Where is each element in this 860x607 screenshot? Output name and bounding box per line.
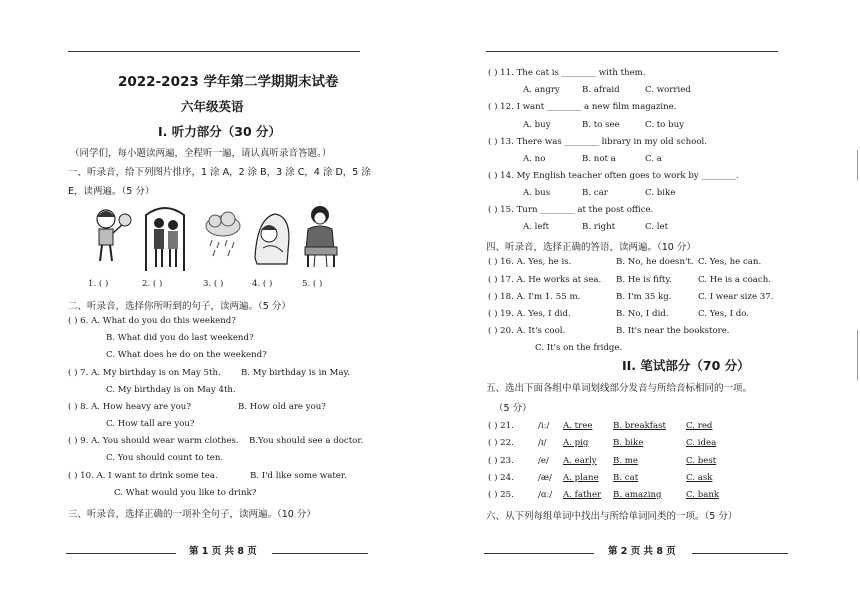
question-11-option-b[interactable]: B. afraid [582,85,620,95]
question-16-option-b[interactable]: B. No, he doesn't. [616,257,694,267]
question-19-option-b[interactable]: B. No, I did. [616,309,669,319]
footer-rule-right [692,553,788,554]
question-11-option-a[interactable]: A. angry [523,85,560,95]
footer-rule-right [272,553,368,554]
question-24-option-b[interactable]: B. cat [613,473,639,483]
question-18-option-c[interactable]: C. I wear size 37. [698,292,774,302]
question-21-number[interactable]: ( ) 21. [488,421,514,431]
question-15-option-b[interactable]: B. right [582,222,616,232]
part4-instruction: 四、听录音，选择正确的答语，读两遍。（10 分） [486,242,696,253]
question-17-option-b[interactable]: B. He is fifty. [616,275,672,285]
exam-title: 2022-2023 学年第二学期期末试卷 [118,74,339,90]
question-11[interactable]: ( ) 11. The cat is ________ with them. [488,68,646,78]
question-25-option-c[interactable]: C. bank [686,490,720,500]
question-24-phonetic: /æ/ [538,473,552,483]
question-23-phonetic: /e/ [538,456,549,466]
question-23-option-a[interactable]: A. early [563,456,597,466]
picture-sick-child-bed [251,208,293,266]
question-6-option-b[interactable]: B. What did you do last weekend? [106,333,254,343]
question-21-option-b[interactable]: B. breakfast [613,421,666,431]
question-7-option-b[interactable]: B. My birthday is in May. [241,368,350,378]
picture-girl-tennis [88,205,132,267]
page-number: 第 2 页 共 8 页 [608,546,676,557]
question-13[interactable]: ( ) 13. There was ________ library in my old school. [488,137,707,147]
question-16-option-a[interactable]: ( ) 16. A. Yes, he is. [488,257,572,267]
question-6-option-a[interactable]: ( ) 6. A. What do you do this weekend? [68,316,236,326]
picture-two-people-door [142,205,188,271]
question-16-option-c[interactable]: C. Yes, he can. [698,257,762,267]
picture-woman-chair [300,201,342,269]
question-9-option-a[interactable]: ( ) 9. A. You should wear warm clothes. [68,436,239,446]
part2-instruction: 二、听录音，选择你所听到的句子，读两遍。（5 分） [68,301,291,312]
question-13-option-b[interactable]: B. not a [582,154,616,164]
question-14-option-b[interactable]: B. car [582,188,608,198]
question-10-option-b[interactable]: B. I'd like some water. [250,471,347,481]
question-12[interactable]: ( ) 12. I want ________ a new film magazine. [488,102,677,112]
question-17-option-c[interactable]: C. He is a coach. [698,275,771,285]
picture-answer-3[interactable]: 3. ( ) [203,279,224,289]
question-23-option-c[interactable]: C. best [686,456,717,466]
question-10-option-a[interactable]: ( ) 10. A. I want to drink some tea. [68,471,218,481]
question-25-phonetic: /ɑː/ [538,490,553,500]
question-22-phonetic: /ɪ/ [538,438,547,448]
question-6-option-c[interactable]: C. What does he do on the weekend? [106,350,267,360]
question-13-option-c[interactable]: C. a [645,154,662,164]
question-11-option-c[interactable]: C. worried [645,85,691,95]
question-18-option-b[interactable]: B. I'm 35 kg. [616,292,672,302]
question-13-option-a[interactable]: A. no [523,154,546,164]
question-24-option-c[interactable]: C. ask [686,473,713,483]
question-8-option-c[interactable]: C. How tall are you? [106,419,195,429]
part6-instruction: 六、从下列每组单词中找出与所给单词同类的一项。（5 分） [486,511,738,522]
question-8-option-b[interactable]: B. How old are you? [238,402,326,412]
part1-instruction-cont: E，读两遍。（5 分） [68,186,155,197]
exam-page-2 [430,0,860,607]
header-rule [486,51,778,52]
question-19-option-a[interactable]: ( ) 19. A. Yes, I did. [488,309,571,319]
question-21-option-a[interactable]: A. tree [563,421,593,431]
part5-instruction: 五、选出下面各组中单词划线部分发音与所给音标相同的一项。 [486,383,753,394]
question-14-option-a[interactable]: A. bus [523,188,551,198]
scan-edge-mark [857,330,858,380]
question-15[interactable]: ( ) 15. Turn ________ at the post office. [488,205,654,215]
instruction-note: （同学们，每小题读两遍，全程听一遍，请认真听录音答题。） [70,148,332,159]
question-7-option-a[interactable]: ( ) 7. A. My birthday is on May 5th. [68,368,221,378]
question-14[interactable]: ( ) 14. My English teacher often goes to work by ________. [488,171,739,181]
part5-instruction-cont: （5 分） [494,403,532,414]
picture-rain-cloud [203,210,243,260]
question-20-option-c[interactable]: C. It's on the fridge. [535,343,623,353]
question-22-number[interactable]: ( ) 22. [488,438,514,448]
question-23-option-b[interactable]: B. me [613,456,639,466]
question-15-option-c[interactable]: C. let [645,222,669,232]
question-7-option-c[interactable]: C. My birthday is on May 4th. [106,385,236,395]
question-22-option-b[interactable]: B. bike [613,438,644,448]
page-number: 第 1 页 共 8 页 [189,546,257,557]
picture-answer-1[interactable]: 1. ( ) [88,279,109,289]
question-22-option-a[interactable]: A. pig [563,438,589,448]
question-25-option-a[interactable]: A. father [563,490,602,500]
question-14-option-c[interactable]: C. bike [645,188,676,198]
question-8-option-a[interactable]: ( ) 8. A. How heavy are you? [68,402,191,412]
question-19-option-c[interactable]: C. Yes, I do. [698,309,749,319]
question-17-option-a[interactable]: ( ) 17. A. He works at sea. [488,275,602,285]
question-25-option-b[interactable]: B. amazing [613,490,662,500]
listening-section-title: I. 听力部分（30 分） [158,124,281,139]
header-rule [68,51,360,52]
picture-answer-2[interactable]: 2. ( ) [142,279,163,289]
picture-answer-4[interactable]: 4. ( ) [252,279,273,289]
question-9-option-c[interactable]: C. You should count to ten. [106,453,224,463]
scan-edge-mark [857,150,858,180]
question-12-option-b[interactable]: B. to see [582,120,620,130]
question-15-option-a[interactable]: A. left [523,222,550,232]
writing-section-title: II. 笔试部分（70 分） [622,358,750,373]
question-23-number[interactable]: ( ) 23. [488,456,514,466]
question-22-option-c[interactable]: C. idea [686,438,717,448]
footer-rule-left [484,553,594,554]
question-25-number[interactable]: ( ) 25. [488,490,514,500]
grade-subject: 六年级英语 [181,99,244,114]
question-18-option-a[interactable]: ( ) 18. A. I'm 1. 55 m. [488,292,581,302]
question-21-phonetic: /iː/ [538,421,550,431]
question-9-option-b[interactable]: B.You should see a doctor. [249,436,364,446]
question-20-option-a[interactable]: ( ) 20. A. It's cool. [488,326,566,336]
question-12-option-c[interactable]: C. to buy [645,120,684,130]
question-10-option-c[interactable]: C. What would you like to drink? [114,488,257,498]
footer-rule-left [66,553,176,554]
question-24-number[interactable]: ( ) 24. [488,473,514,483]
part1-instruction: 一、听录音，给下列图片排序，1 涂 A，2 涂 B，3 涂 C，4 涂 D，5 涂 [68,167,371,178]
part3-instruction: 三、听录音，选择正确的一项补全句子，读两遍。（10 分） [68,509,316,520]
picture-answer-5[interactable]: 5. ( ) [302,279,323,289]
question-20-option-b[interactable]: B. It's near the bookstore. [616,326,730,336]
question-21-option-c[interactable]: C. red [686,421,713,431]
question-12-option-a[interactable]: A. buy [523,120,551,130]
question-24-option-a[interactable]: A. plane [563,473,599,483]
